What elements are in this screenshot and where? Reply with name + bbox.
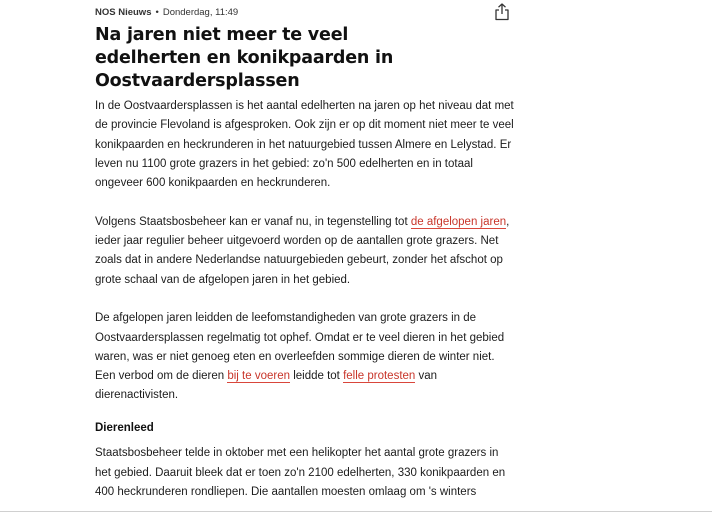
publish-date: Donderdag, 11:49	[162, 7, 239, 18]
subheading-dierenleed: Dierenleed	[95, 422, 154, 435]
link-bij-te-voeren[interactable]: bij te voeren	[227, 370, 290, 383]
paragraph-3	[95, 309, 515, 405]
source-label: NOS Nieuws	[95, 7, 152, 18]
link-de-afgelopen-jaren[interactable]: de afgelopen jaren	[410, 215, 507, 228]
paragraph-2-text-b: , ieder jaar regulier beheer uitgevoerd worden op de aantallen grote grazers. Net zoals dat in andere Nederlandse natuurgebieden gebeurt, zonder het afschot op grote schaal van de afgelopen jaren in het gebied.	[95, 215, 510, 286]
article-body	[95, 97, 515, 522]
paragraph-3-text-a: De afgelopen jaren leidden de leefomstandigheden van grote grazers in de Oostvaardersplassen regelmatig tot ophef. Omdat er te veel dieren in het gebied waren, was er niet genoeg eten en overleefden sommige dieren de winter niet. Een verbod om de dieren	[95, 312, 505, 383]
paragraph-1: In de Oostvaardersplassen is het aantal edelherten na jaren op het niveau dat met de provincie Flevoland is afgesproken. Ook zijn er op dit moment niet meer te veel konikpaarden en heckrunderen in het natuurgebied tussen Almere en Lelystad. Er leven nu 1100 grote grazers in het gebied: zo'n 500 edelherten en in totaal ongeveer 600 konikpaarden en heckrunderen.	[95, 100, 514, 190]
paragraph-4: Staatsbosbeheer telde in oktober met een helikopter het aantal grote grazers in het gebied. Daaruit bleek dat er toen zo'n 2100 edelherten, 330 konikpaarden en 400 heckrunderen rondliepen. Die aantallen moesten omlaag om 's winters	[95, 447, 506, 498]
article-meta	[95, 7, 238, 18]
paragraph-3-text-c: van dierenactivisten.	[95, 370, 438, 402]
share-icon[interactable]	[494, 3, 510, 21]
paragraph-3-text-b: leidde tot	[290, 370, 344, 383]
link-felle-protesten[interactable]: felle protesten	[343, 370, 416, 383]
article-title: Na jaren niet meer te veel edelherten en konikpaarden in Oostvaardersplassen	[95, 25, 394, 91]
paragraph-2-text-a: Volgens Staatsbosbeheer kan er vanaf nu, in tegenstelling tot	[95, 215, 411, 228]
meta-separator: •	[155, 7, 159, 18]
paragraph-2	[95, 213, 515, 290]
